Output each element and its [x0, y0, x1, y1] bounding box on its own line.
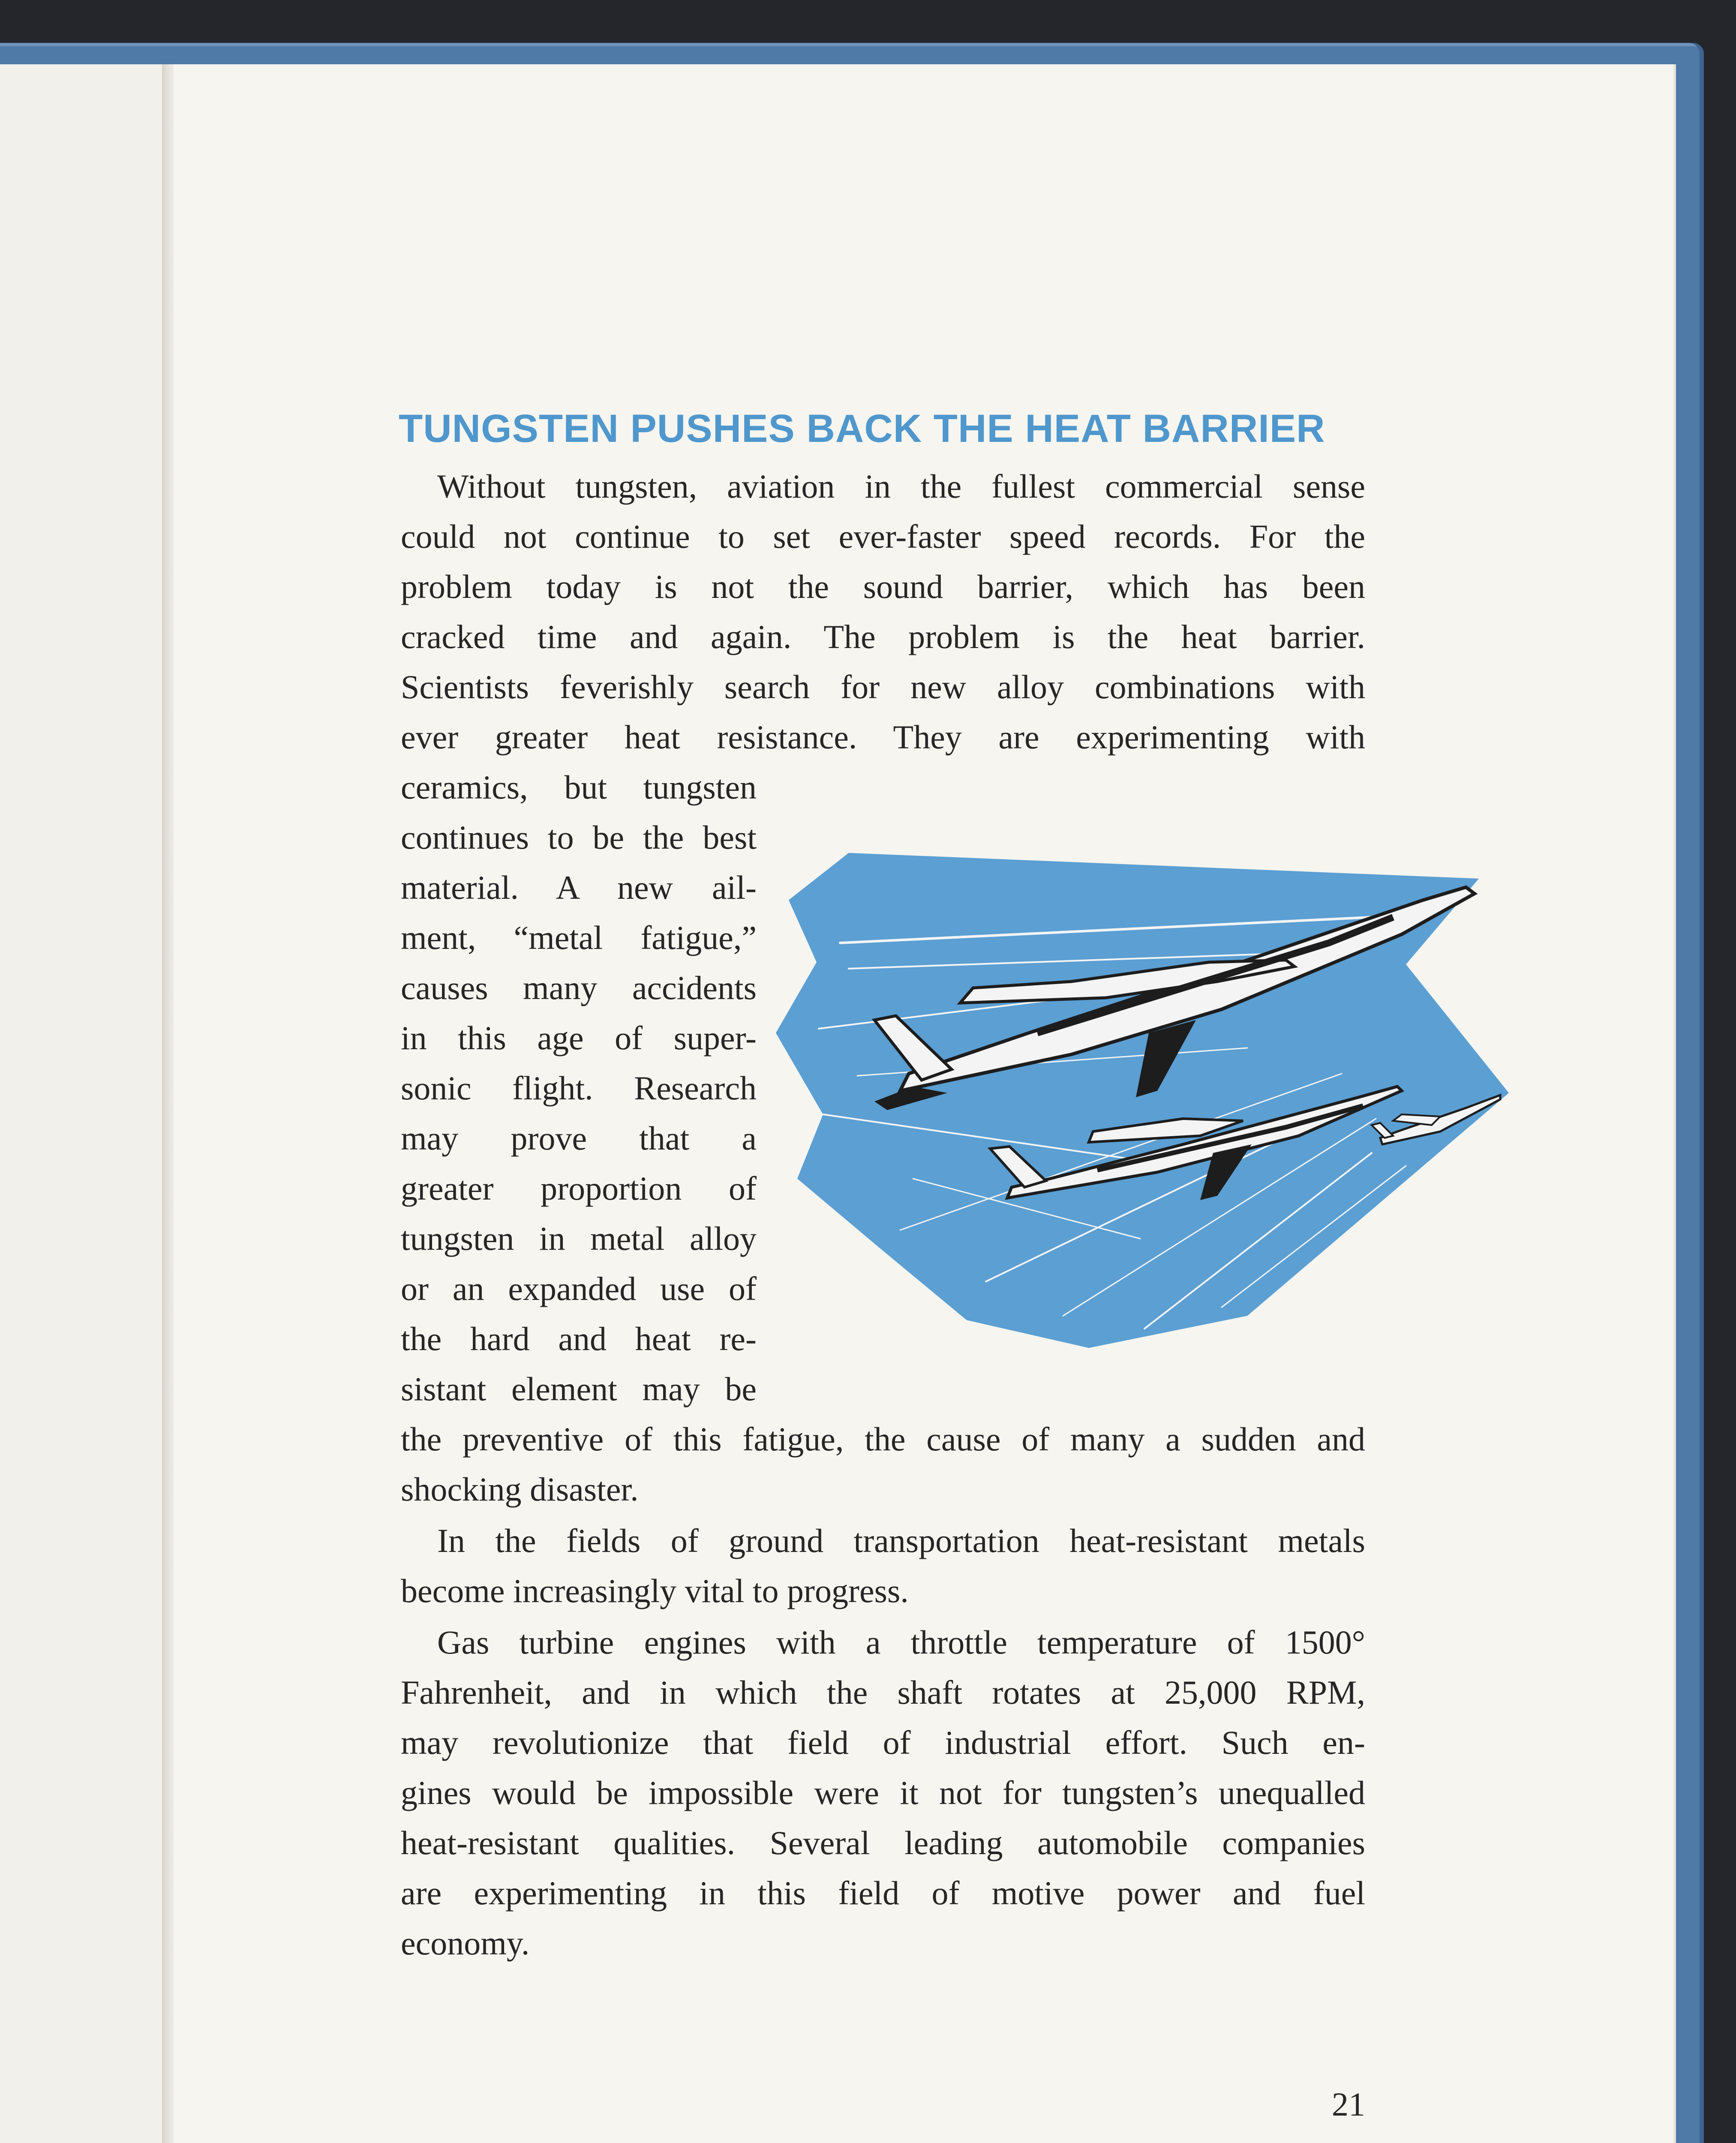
body-line: become increasingly vital to progress.: [401, 1572, 909, 1609]
body-line: problem today is not the sound barrier, which has been: [401, 568, 1365, 605]
body-line: tungsten in metal alloy: [401, 1220, 757, 1257]
body-line: shocking disaster.: [401, 1471, 639, 1508]
body-line: continues to be the best: [401, 819, 757, 856]
body-line: are experimenting in this field of motive power and fuel: [401, 1874, 1365, 1912]
body-line: may revolutionize that field of industrial effort. Such en-: [401, 1724, 1365, 1761]
body-line: ceramics, but tungsten: [401, 768, 757, 806]
body-line: Without tungsten, aviation in the fullest commercial sense: [437, 468, 1365, 505]
body-line: in this age of super-: [401, 1019, 757, 1056]
body-line: heat-resistant qualities. Several leading automobile companies: [401, 1824, 1365, 1861]
left-page: [0, 64, 167, 2143]
body-line: economy.: [401, 1924, 530, 1962]
body-line: sistant element may be: [401, 1370, 757, 1408]
body-line: causes many accidents: [401, 969, 757, 1006]
body-line: the hard and heat re-: [401, 1320, 757, 1357]
body-line: or an expanded use of: [401, 1270, 757, 1307]
body-line: could not continue to set ever-faster speed records. For the: [401, 518, 1365, 555]
body-line: ever greater heat resistance. They are experimenting with: [401, 718, 1365, 756]
article-title: TUNGSTEN PUSHES BACK THE HEAT BARRIER: [399, 407, 1325, 450]
body-line: ment, “metal fatigue,”: [401, 919, 757, 956]
body-line: the preventive of this fatigue, the cause of many a sudden and: [401, 1420, 1365, 1458]
body-line: sonic flight. Research: [401, 1069, 757, 1107]
body-line: may prove that a: [401, 1120, 757, 1157]
body-line: Fahrenheit, and in which the shaft rotates at 25,000 RPM,: [401, 1674, 1365, 1711]
page-number: 21: [1332, 2086, 1365, 2123]
body-line: Scientists feverishly search for new alloy combinations with: [401, 668, 1365, 705]
body-line: greater proportion of: [401, 1170, 757, 1207]
body-line: In the fields of ground transportation heat-resistant metals: [437, 1522, 1365, 1559]
body-line: cracked time and again. The problem is the heat barrier.: [401, 618, 1365, 655]
body-line: material. A new ail-: [401, 869, 757, 906]
body-line: gines would be impossible were it not for tungsten’s unequalled: [401, 1774, 1365, 1811]
body-line: Gas turbine engines with a throttle temperature of 1500°: [437, 1624, 1365, 1661]
jet-aircraft-illustration: [772, 853, 1509, 1367]
